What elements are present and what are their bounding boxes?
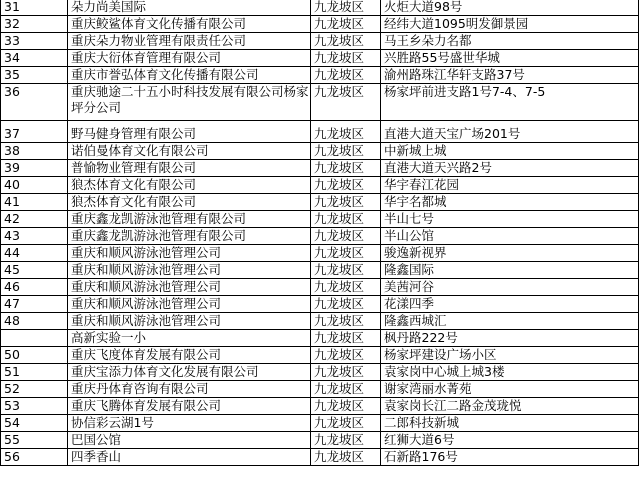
table-row bbox=[1, 398, 639, 415]
name-cell: 重庆鲛鲨体育文化传播有限公司 bbox=[68, 16, 311, 33]
table-row bbox=[1, 50, 639, 67]
row-number-cell: 44 bbox=[1, 245, 68, 262]
row-number-cell: 50 bbox=[1, 347, 68, 364]
name-cell: 重庆和顺风游泳池管理公司 bbox=[68, 279, 311, 296]
row-number-cell: 51 bbox=[1, 364, 68, 381]
district-cell: 九龙坡区 bbox=[311, 211, 381, 228]
name-cell: 巴国公馆 bbox=[68, 432, 311, 449]
row-number-cell: 46 bbox=[1, 279, 68, 296]
name-cell: 重庆驰途二十五小时科技发展有限公司杨家坪分公司 bbox=[68, 84, 311, 121]
district-cell: 九龙坡区 bbox=[311, 364, 381, 381]
table-row bbox=[1, 160, 639, 177]
row-number-cell: 35 bbox=[1, 67, 68, 84]
address-cell: 华宇名都城 bbox=[381, 194, 639, 211]
address-cell: 半山七号 bbox=[381, 211, 639, 228]
name-cell: 重庆市誉弘体育文化传播有限公司 bbox=[68, 67, 311, 84]
address-cell: 隆鑫国际 bbox=[381, 262, 639, 279]
row-number-cell: 33 bbox=[1, 33, 68, 50]
district-cell: 九龙坡区 bbox=[311, 398, 381, 415]
district-cell: 九龙坡区 bbox=[311, 415, 381, 432]
row-number-cell: 42 bbox=[1, 211, 68, 228]
name-cell: 重庆和顺风游泳池管理公司 bbox=[68, 313, 311, 330]
address-cell: 枫丹路222号 bbox=[381, 330, 639, 347]
row-number-cell: 55 bbox=[1, 432, 68, 449]
name-cell: 狼杰体育文化有限公司 bbox=[68, 194, 311, 211]
row-number-cell: 32 bbox=[1, 16, 68, 33]
district-cell: 九龙坡区 bbox=[311, 84, 381, 121]
address-cell: 二郎科技新城 bbox=[381, 415, 639, 432]
name-cell: 重庆和顺风游泳池管理公司 bbox=[68, 296, 311, 313]
table-row bbox=[1, 177, 639, 194]
district-cell: 九龙坡区 bbox=[311, 67, 381, 84]
row-number-cell: 56 bbox=[1, 449, 68, 466]
table-row bbox=[1, 84, 639, 121]
address-cell: 石新路176号 bbox=[381, 449, 639, 466]
address-cell: 红狮大道6号 bbox=[381, 432, 639, 449]
row-number-cell: 36 bbox=[1, 84, 68, 121]
table-row bbox=[1, 449, 639, 466]
district-cell: 九龙坡区 bbox=[311, 432, 381, 449]
address-cell: 直港大道天兴路2号 bbox=[381, 160, 639, 177]
row-number-cell: 39 bbox=[1, 160, 68, 177]
address-cell: 火炬大道98号 bbox=[381, 0, 639, 16]
district-cell: 九龙坡区 bbox=[311, 143, 381, 160]
row-number-cell: 52 bbox=[1, 381, 68, 398]
row-number-cell: 34 bbox=[1, 50, 68, 67]
district-cell: 九龙坡区 bbox=[311, 381, 381, 398]
table-row bbox=[1, 313, 639, 330]
table-row bbox=[1, 67, 639, 84]
name-cell: 朵力尚美国际 bbox=[68, 0, 311, 16]
table-row bbox=[1, 16, 639, 33]
table-row bbox=[1, 330, 639, 347]
table-row bbox=[1, 121, 639, 143]
district-cell: 九龙坡区 bbox=[311, 121, 381, 143]
row-number-cell: 53 bbox=[1, 398, 68, 415]
name-cell: 重庆和顺风游泳池管理公司 bbox=[68, 245, 311, 262]
name-cell: 重庆宝添力体育文化发展有限公司 bbox=[68, 364, 311, 381]
name-cell: 高新实验一小 bbox=[68, 330, 311, 347]
name-cell: 重庆朵力物业管理有限责任公司 bbox=[68, 33, 311, 50]
district-cell: 九龙坡区 bbox=[311, 245, 381, 262]
table-row bbox=[1, 415, 639, 432]
name-cell: 四季香山 bbox=[68, 449, 311, 466]
name-cell: 重庆鑫龙凯游泳池管理有限公司 bbox=[68, 228, 311, 245]
row-number-cell: 40 bbox=[1, 177, 68, 194]
name-cell: 重庆鑫龙凯游泳池管理有限公司 bbox=[68, 211, 311, 228]
table-row bbox=[1, 0, 639, 16]
district-cell: 九龙坡区 bbox=[311, 347, 381, 364]
name-cell: 协信彩云湖1号 bbox=[68, 415, 311, 432]
name-cell: 诺伯曼体育文化有限公司 bbox=[68, 143, 311, 160]
row-number-cell: 38 bbox=[1, 143, 68, 160]
table-row bbox=[1, 143, 639, 160]
name-cell: 普愉物业管理有限公司 bbox=[68, 160, 311, 177]
row-number-cell: 31 bbox=[1, 0, 68, 16]
row-number-cell: 48 bbox=[1, 313, 68, 330]
address-cell: 袁家岗长江二路金茂珑悦 bbox=[381, 398, 639, 415]
address-cell: 华宇春江花园 bbox=[381, 177, 639, 194]
row-number-cell bbox=[1, 330, 68, 347]
table-row bbox=[1, 347, 639, 364]
district-cell: 九龙坡区 bbox=[311, 160, 381, 177]
district-cell: 九龙坡区 bbox=[311, 50, 381, 67]
address-cell: 骏逸新视界 bbox=[381, 245, 639, 262]
district-cell: 九龙坡区 bbox=[311, 262, 381, 279]
address-cell: 渝州路珠江华轩支路37号 bbox=[381, 67, 639, 84]
name-cell: 重庆和顺风游泳池管理公司 bbox=[68, 262, 311, 279]
table-row bbox=[1, 194, 639, 211]
district-cell: 九龙坡区 bbox=[311, 177, 381, 194]
row-number-cell: 37 bbox=[1, 121, 68, 143]
address-cell: 谢家湾丽水菁苑 bbox=[381, 381, 639, 398]
district-cell: 九龙坡区 bbox=[311, 33, 381, 50]
name-cell: 野马健身管理有限公司 bbox=[68, 121, 311, 143]
row-number-cell: 41 bbox=[1, 194, 68, 211]
name-cell: 重庆飞腾体育发展有限公司 bbox=[68, 398, 311, 415]
name-cell: 狼杰体育文化有限公司 bbox=[68, 177, 311, 194]
address-cell: 兴胜路55号盛世华城 bbox=[381, 50, 639, 67]
address-cell: 美茜河谷 bbox=[381, 279, 639, 296]
district-cell: 九龙坡区 bbox=[311, 313, 381, 330]
address-cell: 袁家岗中心城上城3楼 bbox=[381, 364, 639, 381]
table-row bbox=[1, 364, 639, 381]
address-cell: 马王乡朵力名都 bbox=[381, 33, 639, 50]
table-row bbox=[1, 381, 639, 398]
table-row bbox=[1, 279, 639, 296]
district-cell: 九龙坡区 bbox=[311, 449, 381, 466]
table-row bbox=[1, 245, 639, 262]
table-row bbox=[1, 262, 639, 279]
row-number-cell: 45 bbox=[1, 262, 68, 279]
address-cell: 直港大道天宝广场201号 bbox=[381, 121, 639, 143]
address-cell: 杨家坪前进支路1号7-4、7-5 bbox=[381, 84, 639, 121]
district-cell: 九龙坡区 bbox=[311, 194, 381, 211]
table-row bbox=[1, 33, 639, 50]
name-cell: 重庆飞度体育发展有限公司 bbox=[68, 347, 311, 364]
address-cell: 中新城上城 bbox=[381, 143, 639, 160]
district-cell: 九龙坡区 bbox=[311, 0, 381, 16]
address-cell: 半山公馆 bbox=[381, 228, 639, 245]
venue-table-body bbox=[1, 0, 639, 466]
table-row bbox=[1, 228, 639, 245]
name-cell: 重庆丹体育咨询有限公司 bbox=[68, 381, 311, 398]
district-cell: 九龙坡区 bbox=[311, 16, 381, 33]
table-row bbox=[1, 432, 639, 449]
table-row bbox=[1, 296, 639, 313]
district-cell: 九龙坡区 bbox=[311, 228, 381, 245]
row-number-cell: 47 bbox=[1, 296, 68, 313]
address-cell: 经纬大道1095明发御景园 bbox=[381, 16, 639, 33]
district-cell: 九龙坡区 bbox=[311, 296, 381, 313]
address-cell: 杨家坪建设广场小区 bbox=[381, 347, 639, 364]
name-cell: 重庆大衍体育管理有限公司 bbox=[68, 50, 311, 67]
address-cell: 花漾四季 bbox=[381, 296, 639, 313]
table-row bbox=[1, 211, 639, 228]
district-cell: 九龙坡区 bbox=[311, 279, 381, 296]
address-cell: 隆鑫西城汇 bbox=[381, 313, 639, 330]
row-number-cell: 43 bbox=[1, 228, 68, 245]
district-cell: 九龙坡区 bbox=[311, 330, 381, 347]
row-number-cell: 54 bbox=[1, 415, 68, 432]
